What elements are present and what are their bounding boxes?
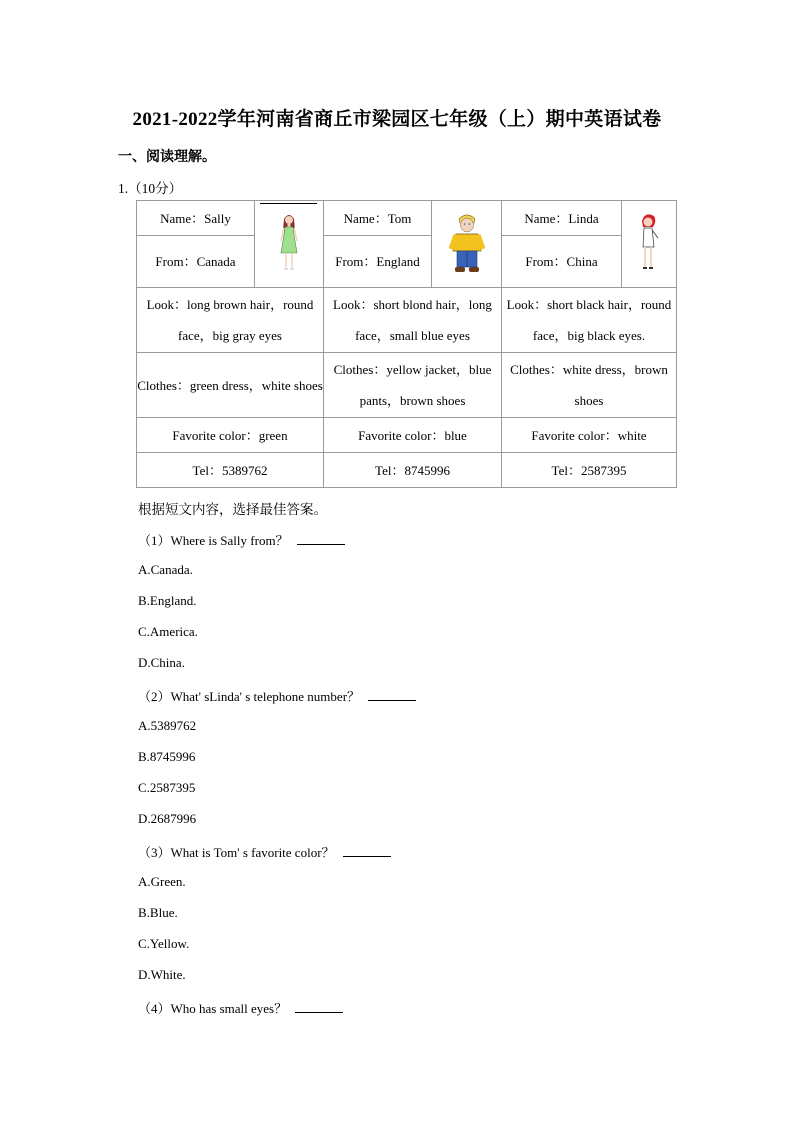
q1-option-b[interactable]: B.England. <box>138 593 197 608</box>
sally-look-cell: Look：long brown hair，round face，big gray eyes <box>137 288 324 353</box>
section-heading: 一、阅读理解。 <box>118 150 216 165</box>
linda-from-cell: From：China <box>502 236 622 288</box>
q1-option-a[interactable]: A.Canada. <box>138 562 193 577</box>
q3-option-c[interactable]: C.Yellow. <box>138 936 190 951</box>
q2-option-b[interactable]: B.8745996 <box>138 749 196 764</box>
boy-yellow-jacket-icon <box>447 211 487 277</box>
q2-option-d[interactable]: D.2687996 <box>138 811 197 826</box>
tom-picture-cell <box>432 201 502 288</box>
info-table <box>136 200 677 488</box>
sally-name-cell: Name：Sally <box>137 201 255 236</box>
tom-color-cell: Favorite color：blue <box>324 418 502 453</box>
answer-blank-3[interactable] <box>343 844 391 857</box>
q1-option-d[interactable]: D.China. <box>138 655 185 670</box>
question-4-text: （4）Who has small eyes？ <box>138 1001 288 1016</box>
question-2-text: （2）What' sLinda' s telephone number？ <box>138 689 361 704</box>
linda-look-cell: Look：short black hair，round face，big black eyes. <box>502 288 677 353</box>
tom-clothes-cell: Clothes：yellow jacket，blue pants，brown shoes <box>324 353 502 418</box>
sally-clothes-cell: Clothes：green dress，white shoes <box>137 353 324 418</box>
girl-white-dress-icon <box>635 211 663 277</box>
answer-blank-4[interactable] <box>295 1000 343 1013</box>
instruction-text: 根据短文内容，选择最佳答案。 <box>138 502 327 517</box>
linda-tel-cell: Tel：2587395 <box>502 453 677 488</box>
sally-from-cell: From：Canada <box>137 236 255 288</box>
question-1-text: （1）Where is Sally from？ <box>138 533 289 548</box>
linda-name-cell: Name：Linda <box>502 201 622 236</box>
question-3-prompt <box>138 842 391 861</box>
q2-option-a[interactable]: A.5389762 <box>138 718 197 733</box>
q3-option-b[interactable]: B.Blue. <box>138 905 178 920</box>
tom-name-cell: Name：Tom <box>324 201 432 236</box>
sally-tel-cell: Tel：5389762 <box>137 453 324 488</box>
linda-color-cell: Favorite color：white <box>502 418 677 453</box>
answer-blank-2[interactable] <box>368 688 416 701</box>
question-1-prompt <box>138 530 345 549</box>
q3-option-a[interactable]: A.Green. <box>138 874 186 889</box>
page-title: 2021-2022学年河南省商丘市梁园区七年级（上）期中英语试卷 <box>132 109 662 130</box>
question-3-text: （3）What is Tom' s favorite color？ <box>138 845 335 860</box>
question-4-prompt <box>138 998 343 1017</box>
q3-option-d[interactable]: D.White. <box>138 967 186 982</box>
tom-look-cell: Look：short blond hair，long face，small blue eyes <box>324 288 502 353</box>
question-number: 1.（10分） <box>118 181 183 196</box>
question-2-prompt <box>138 686 416 705</box>
answer-blank-1[interactable] <box>297 532 345 545</box>
girl-green-dress-icon <box>277 211 301 277</box>
linda-picture-cell <box>622 201 677 288</box>
picture-top-rule <box>260 203 317 204</box>
tom-tel-cell: Tel：8745996 <box>324 453 502 488</box>
q2-option-c[interactable]: C.2587395 <box>138 780 196 795</box>
sally-color-cell: Favorite color：green <box>137 418 324 453</box>
q1-option-c[interactable]: C.America. <box>138 624 198 639</box>
tom-from-cell: From：England <box>324 236 432 288</box>
linda-clothes-cell: Clothes：white dress，brown shoes <box>502 353 677 418</box>
sally-picture-cell <box>255 201 324 288</box>
